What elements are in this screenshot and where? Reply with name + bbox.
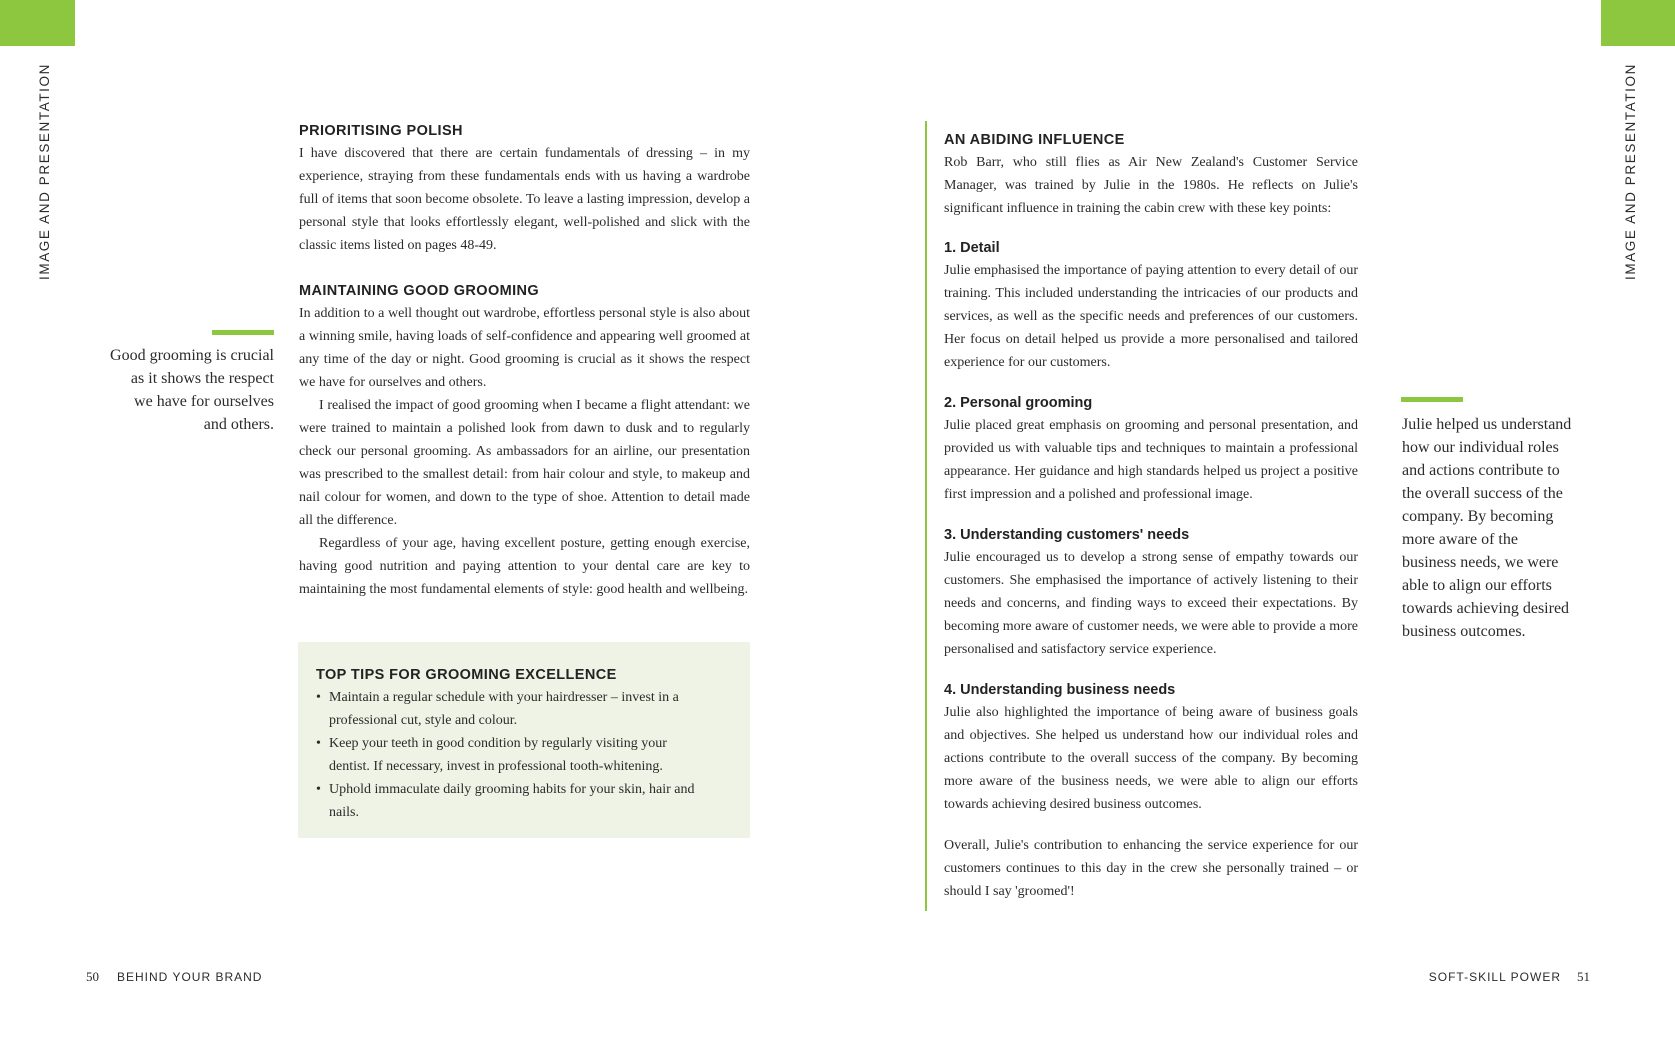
right-pull-quote: Julie helped us understand how our individual roles and actions contribute to the overall success of the company. By becoming more aware of the business needs, we were able to align our efforts towards achieving desired business outcomes. [1402, 416, 1572, 640]
point-text: Julie also highlighted the importance of being aware of business goals and objectives. She helped us understand how our individual roles and actions contribute to the overall success of the company. By becoming more aware of the business needs, we were able to align our efforts towards achieving desired business outcomes. [944, 705, 1358, 812]
page-number: 51 [1577, 969, 1590, 984]
bullet-icon: • [316, 736, 321, 751]
tip-item: • Keep your teeth in good condition by regularly visiting your dentist. If necessary, invest in professional tooth-whitening. [316, 732, 706, 778]
top-tips-box [298, 642, 750, 838]
tip-item: • Maintain a regular schedule with your hairdresser – invest in a professional cut, style and colour. [316, 686, 706, 732]
section-heading-abiding-influence: AN ABIDING INFLUENCE [944, 132, 1125, 148]
paragraph: In addition to a well thought out wardrobe, effortless personal style is also about a winning smile, having loads of self-confidence and appearing well groomed at any time of the day or night. Good grooming is crucial as it shows the respect we have for ourselves and others. [299, 306, 750, 390]
paragraph: I realised the impact of good grooming when I became a flight attendant: we were trained to maintain a polished look from dawn to dusk and to regularly check our personal grooming. As ambassadors for an airline, our presentation was prescribed to the smallest detail: from hair colour and style, to makeup and nail colour for women, and down to the type of shoe. Attention to detail made all the difference. [299, 398, 750, 528]
right-footer [1429, 968, 1590, 986]
right-pull-quote-bar [1401, 397, 1463, 402]
section-heading-prioritising-polish: PRIORITISING POLISH [299, 123, 463, 139]
left-side-title: IMAGE AND PRESENTATION [37, 63, 52, 280]
intro-paragraph: Rob Barr, who still flies as Air New Zealand's Customer Service Manager, was trained by Julie in the 1980s. He reflects on Julie's significant influence in training the cabin crew with these key points: [944, 155, 1358, 216]
section-heading-maintaining-grooming: MAINTAINING GOOD GROOMING [299, 283, 540, 299]
point-text: Julie emphasised the importance of paying attention to every detail of our training. This included understanding the intricacies of our products and services, as well as the specific needs and preferences of our customers. Her focus on detail helped us provide a more personalised and tailored experience for our customers. [944, 263, 1358, 370]
left-footer [86, 968, 262, 986]
bullet-icon: • [316, 782, 321, 797]
right-side-title: IMAGE AND PRESENTATION [1623, 63, 1638, 280]
point-text: Julie encouraged us to develop a strong sense of empathy towards our customers. She emphasised the importance of actively listening to their needs and concerns, and finding ways to exceed their expectations. By becoming more aware of customer needs, we were able to provide a more personalised and satisfactory service experience. [944, 550, 1358, 657]
closing-paragraph: Overall, Julie's contribution to enhancing the service experience for our customers continues to this day in the crew she personally trained – or should I say 'groomed'! [944, 838, 1358, 899]
point-text: Julie placed great emphasis on grooming and personal presentation, and provided us with valuable tips and techniques to maintain a professional appearance. Her guidance and high standards helped us project a positive first impression and a polished and professional image. [944, 418, 1358, 502]
right-corner-tab [1601, 0, 1675, 46]
left-page-body [299, 120, 750, 601]
point-title: 1. Detail [944, 240, 1000, 256]
bullet-icon: • [316, 690, 321, 705]
running-footer-title: BEHIND YOUR BRAND [117, 970, 263, 984]
left-corner-tab [0, 0, 75, 46]
page-number: 50 [86, 969, 99, 984]
paragraph: I have discovered that there are certain fundamentals of dressing – in my experience, straying from these fundamentals ends with us having a wardrobe full of items that soon become obsolete. To leave a lasting impression, develop a personal style that looks effortlessly elegant, well-polished and slick with the classic items listed on pages 48-49. [299, 146, 750, 253]
tips-list [316, 686, 706, 824]
left-pull-quote: Good grooming is crucial as it shows the respect we have for ourselves and others. [110, 347, 274, 433]
left-pull-quote-bar [212, 330, 274, 335]
point-title: 3. Understanding customers' needs [944, 527, 1190, 543]
running-footer-title: SOFT-SKILL POWER [1428, 970, 1561, 984]
sidebar-rule [925, 121, 927, 911]
right-page-body [944, 129, 1358, 903]
tips-heading: TOP TIPS FOR GROOMING EXCELLENCE [316, 667, 617, 683]
point-title: 4. Understanding business needs [944, 682, 1176, 698]
tip-item: • Uphold immaculate daily grooming habits for your skin, hair and nails. [316, 778, 706, 824]
point-title: 2. Personal grooming [944, 395, 1093, 411]
paragraph: Regardless of your age, having excellent posture, getting enough exercise, having good nutrition and paying attention to your dental care are key to maintaining the most fundamental elements of style: good health and wellbeing. [299, 536, 750, 597]
